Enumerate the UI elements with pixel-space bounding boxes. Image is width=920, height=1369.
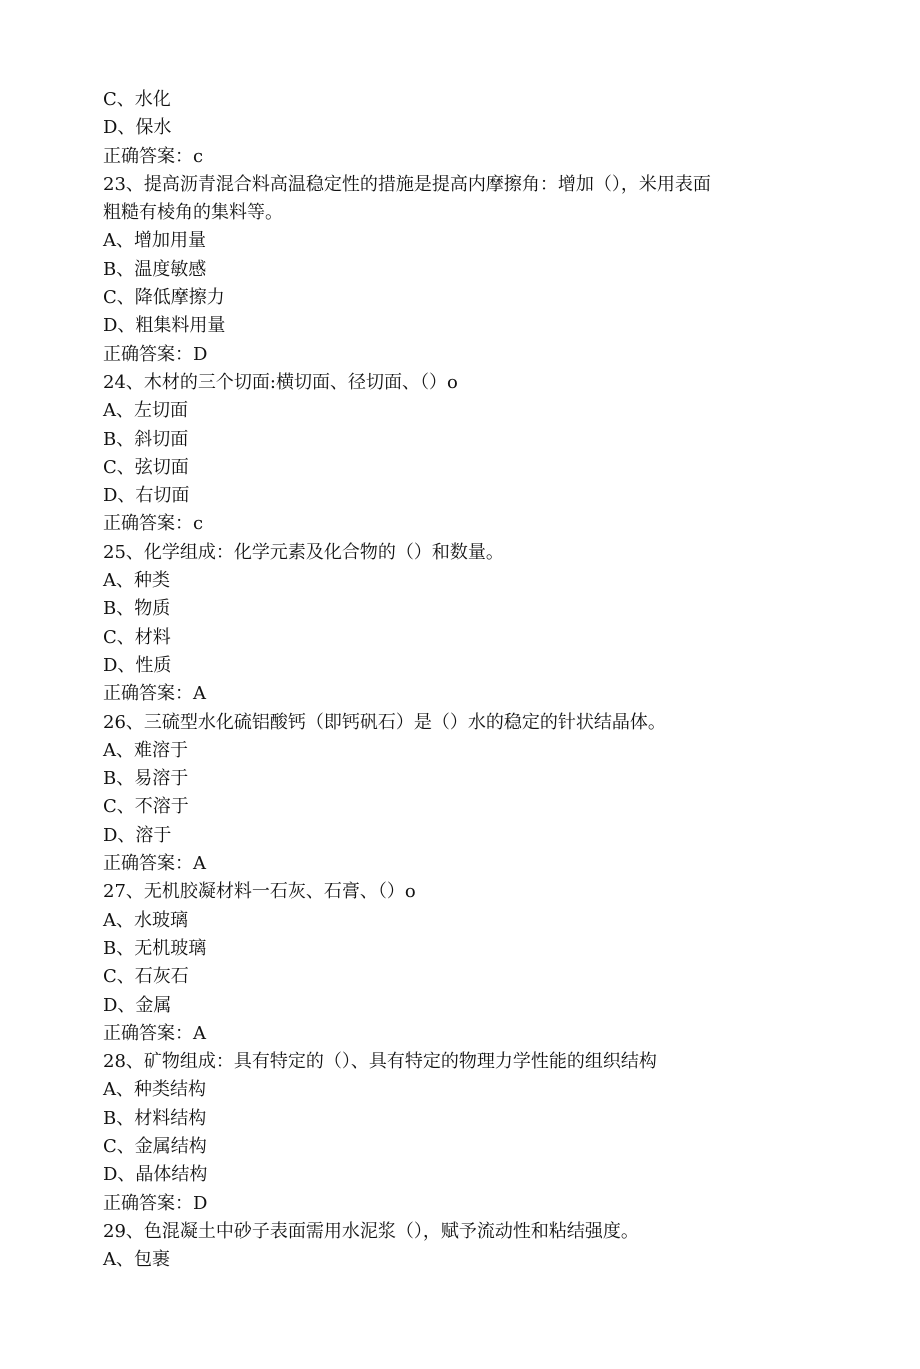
correct-answer: 正确答案：A — [103, 1022, 206, 1044]
answer-option: B、温度敏感 — [103, 258, 207, 280]
question-text: 29、色混凝土中砂子表面需用水泥浆（），赋予流动性和粘结强度。 — [103, 1220, 639, 1242]
question-text: 28、矿物组成：具有特定的（）、具有特定的物理力学性能的组织结构 — [103, 1051, 657, 1073]
answer-option: B、物质 — [103, 598, 171, 620]
correct-answer: 正确答案：D — [103, 1192, 208, 1214]
answer-option: A、增加用量 — [103, 230, 206, 252]
correct-answer: 正确答案：D — [103, 343, 208, 365]
answer-option: C、石灰石 — [103, 966, 189, 988]
answer-option: D、溶于 — [103, 824, 172, 846]
document-page — [103, 86, 803, 1274]
question-text: 粗糙有棱角的集料等。 — [103, 202, 283, 224]
answer-option: A、左切面 — [103, 400, 188, 422]
answer-option: D、保水 — [103, 117, 172, 139]
answer-option: A、种类 — [103, 570, 170, 592]
answer-option: C、弦切面 — [103, 456, 189, 478]
answer-option: C、不溶于 — [103, 796, 189, 818]
answer-option: C、材料 — [103, 626, 171, 648]
answer-option: D、右切面 — [103, 485, 190, 507]
correct-answer: 正确答案：A — [103, 683, 206, 705]
correct-answer: 正确答案：A — [103, 853, 206, 875]
question-text: 23、提高沥青混合料高温稳定性的措施是提高内摩擦角：增加（），米用表面 — [103, 173, 711, 195]
question-text: 25、化学组成：化学元素及化合物的（）和数量。 — [103, 541, 504, 563]
answer-option: D、性质 — [103, 654, 172, 676]
question-text: 27、无机胶凝材料一石灰、石膏、（）o — [103, 881, 416, 903]
answer-option: B、易溶于 — [103, 768, 189, 790]
answer-option: D、晶体结构 — [103, 1164, 208, 1186]
question-text: 26、三硫型水化硫铝酸钙（即钙矾石）是（）水的稳定的针状结晶体。 — [103, 711, 666, 733]
answer-option: C、水化 — [103, 89, 171, 110]
answer-option: A、种类结构 — [103, 1079, 206, 1101]
answer-option: B、材料结构 — [103, 1107, 207, 1129]
answer-option: D、金属 — [103, 994, 172, 1016]
question-list — [103, 86, 803, 1274]
correct-answer: 正确答案：c — [103, 513, 204, 535]
answer-option: C、降低摩擦力 — [103, 287, 225, 309]
correct-answer: 正确答案：c — [103, 145, 204, 167]
answer-option: A、包裹 — [103, 1249, 170, 1271]
answer-option: C、金属结构 — [103, 1135, 207, 1157]
answer-option: B、无机玻璃 — [103, 937, 207, 959]
question-text: 24、木材的三个切面:横切面、径切面、（）o — [103, 371, 458, 393]
answer-option: A、水玻璃 — [103, 909, 188, 931]
answer-option: A、难溶于 — [103, 739, 188, 761]
answer-option: B、斜切面 — [103, 428, 189, 450]
answer-option: D、粗集料用量 — [103, 315, 226, 337]
